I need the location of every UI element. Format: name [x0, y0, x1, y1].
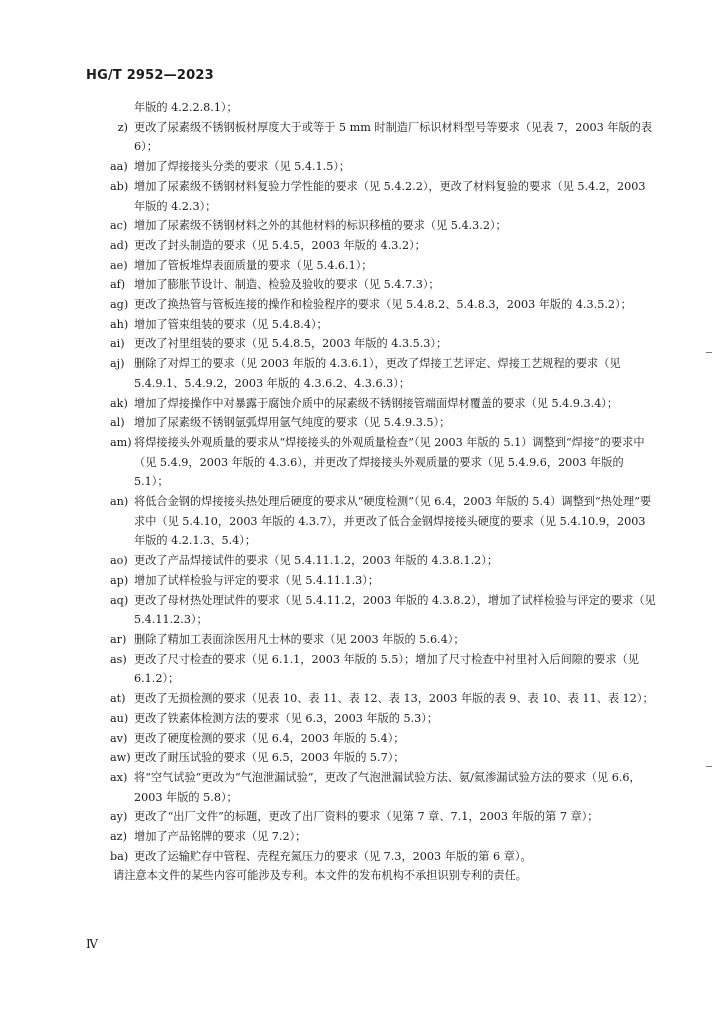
list-item-label: an) — [110, 495, 129, 509]
list-item — [110, 256, 657, 276]
list-item — [110, 748, 657, 768]
list-item-text: 更改了尺寸检查的要求（见 6.1.1，2003 年版的 5.5）；增加了尺寸检查中衬里衬入后间隙的要求（见 6.1.2）； — [134, 652, 639, 686]
list-item-label: ah) — [110, 317, 129, 331]
list-item — [110, 413, 657, 433]
list-item-label: z) — [117, 120, 128, 134]
list-item-label: ap) — [110, 573, 129, 587]
foreword-change-list — [110, 98, 657, 886]
list-item-text: 增加了焊接操作中对暴露于腐蚀介质中的尿素级不锈钢接管端面焊材覆盖的要求（见 5.4.9.3.4）； — [134, 396, 619, 410]
list-item-label: am) — [110, 435, 132, 449]
list-item-label: ao) — [110, 554, 128, 568]
list-item-text: 增加了焊接接头分类的要求（见 5.4.1.5）； — [134, 160, 351, 174]
list-item-text: 增加了管板堆焊表面质量的要求（见 5.4.6.1）； — [134, 258, 373, 272]
list-item-text: 增加了膨胀节设计、制造、检验及验收的要求（见 5.4.7.3）； — [134, 278, 440, 292]
list-item-label: ae) — [110, 258, 128, 272]
list-item-text: 更改了“出厂文件”的标题，更改了出厂资料的要求（见第 7 章、7.1，2003 年版的第 7 章）； — [134, 810, 599, 824]
list-item-label: ba) — [110, 849, 129, 863]
list-item-text: 增加了尿素级不锈钢材料之外的其他材料的标识移植的要求（见 5.4.3.2）； — [134, 219, 507, 233]
list-item-label: ac) — [110, 219, 128, 233]
change-items — [110, 118, 657, 867]
list-item — [110, 729, 657, 749]
list-item-text: 更改了硬度检测的要求（见 6.4，2003 年版的 5.4）； — [134, 731, 405, 745]
list-item-label: ar) — [110, 632, 127, 646]
list-item — [110, 177, 657, 216]
list-item-label: aw) — [110, 751, 131, 765]
list-item-label: ai) — [110, 337, 125, 351]
list-item-label: as) — [110, 652, 127, 666]
list-item-text: 更改了铁素体检测方法的要求（见 6.3，2003 年版的 5.3）； — [134, 711, 439, 725]
list-item-text: 增加了尿素级不锈钢材料复验力学性能的要求（见 5.4.2.2），更改了材料复验的要求（见 5.4.2，2003 年版的 4.2.3）； — [134, 179, 646, 213]
continuation-line: 年版的 4.2.2.8.1）； — [134, 101, 238, 114]
list-item — [110, 807, 657, 827]
list-item-text: 更改了无损检测的要求（见表 10、表 11、表 12、表 13，2003 年版的表 9、表 10、表 11、表 12）； — [134, 692, 654, 706]
list-item-label: ax) — [110, 770, 128, 784]
list-item-label: ad) — [110, 238, 129, 252]
list-item-text: 将焊接接头外观质量的要求从“焊接接头的外观质量检查”（见 2003 年版的 5.1）调整到“焊接”的要求中（见 5.4.9，2003 年版的 4.3.6），并更改了焊接接头外观质量的要求（见 5.4.9.6，2003 年版的 5.1）； — [134, 435, 645, 489]
list-item-label: af) — [110, 278, 126, 292]
list-item — [110, 354, 657, 393]
list-item-label: aj) — [110, 357, 125, 371]
list-item-text: 删除了精加工表面涂医用凡士林的要求（见 2003 年版的 5.6.4）； — [134, 632, 465, 646]
list-item-label: aa) — [110, 160, 128, 174]
list-item-label: az) — [110, 830, 127, 844]
list-item-label: au) — [110, 711, 129, 725]
list-item — [110, 334, 657, 354]
list-item — [110, 433, 657, 492]
list-item-label: ag) — [110, 298, 129, 312]
list-item-label: av) — [110, 731, 128, 745]
list-item-text: 增加了尿素级不锈钢氩弧焊用氩气纯度的要求（见 5.4.9.3.5）； — [134, 416, 451, 430]
list-item — [110, 827, 657, 847]
list-item-text: 增加了产品铭牌的要求（见 7.2）； — [134, 830, 307, 844]
list-item-text: 更改了换热管与管板连接的操作和检验程序的要求（见 5.4.8.2、5.4.8.3，2003 年版的 4.3.5.2）； — [134, 298, 632, 312]
list-item-label: ak) — [110, 396, 128, 410]
list-item-label: ab) — [110, 179, 129, 193]
list-item-text: 将“空气试验”更改为“气泡泄漏试验”，更改了气泡泄漏试验方法、氨/氦渗漏试验方法的要求（见 6.6，2003 年版的 5.8）； — [134, 770, 641, 804]
list-item-text: 更改了封头制造的要求（见 5.4.5，2003 年版的 4.3.2）； — [134, 238, 426, 252]
list-item-label: at) — [110, 692, 126, 706]
list-item-text: 更改了运输贮存中管程、壳程充氮压力的要求（见 7.3，2003 年版的第 6 章）。 — [134, 849, 532, 863]
scan-mark — [706, 766, 712, 767]
list-item — [110, 591, 657, 630]
list-item — [110, 650, 657, 689]
list-item — [110, 236, 657, 256]
list-item — [110, 275, 657, 295]
list-item-text: 更改了尿素级不锈钢板材厚度大于或等于 5 mm 时制造厂标识材料型号等要求（见表 7，2003 年版的表 6）； — [134, 120, 653, 154]
scan-mark — [706, 352, 712, 353]
list-item — [110, 216, 657, 236]
list-item-label: ay) — [110, 810, 128, 824]
list-item-text: 更改了衬里组装的要求（见 5.4.8.5，2003 年版的 4.3.5.3）； — [134, 337, 448, 351]
list-item-text: 更改了耐压试验的要求（见 6.5，2003 年版的 5.7）； — [134, 751, 405, 765]
list-item — [110, 689, 657, 709]
list-item-text: 将低合金钢的焊接接头热处理后硬度的要求从“硬度检测”（见 6.4，2003 年版的 5.4）调整到“热处理”要求中（见 5.4.10，2003 年版的 4.3.7），并更改了低合金钢焊接接头硬度的要求（见 5.4.10.9，2003 年版的 4.2.1.3、5.4）； — [134, 495, 652, 548]
list-item — [110, 571, 657, 591]
list-item — [110, 394, 657, 414]
list-item-text: 删除了对焊工的要求（见 2003 年版的 4.3.6.1），更改了焊接工艺评定、焊接工艺规程的要求（见 5.4.9.1、5.4.9.2，2003 年版的 4.3.6.2、4.3.6.3）； — [134, 357, 621, 390]
standard-number-header: HG/T 2952—2023 — [86, 68, 214, 83]
list-item — [110, 768, 657, 807]
list-item — [110, 847, 657, 867]
list-item — [110, 157, 657, 177]
list-item-text: 更改了母材热处理试件的要求（见 5.4.11.2，2003 年版的 4.3.8.2），增加了试样检验与评定的要求（见 5.4.11.2.3）； — [134, 593, 656, 627]
list-item-label: al) — [110, 416, 125, 430]
list-item-text: 更改了产品焊接试件的要求（见 5.4.11.1.2，2003 年版的 4.3.8.1.2）； — [134, 554, 499, 568]
list-item — [110, 295, 657, 315]
list-item — [110, 492, 657, 551]
page-number: Ⅳ — [86, 937, 98, 951]
patent-note: 请注意本文件的某些内容可能涉及专利。本文件的发布机构不承担识别专利的责任。 — [113, 869, 527, 883]
list-item-text: 增加了管束组装的要求（见 5.4.8.4）； — [134, 317, 328, 331]
list-item — [110, 551, 657, 571]
list-item — [110, 118, 657, 157]
list-item-text: 增加了试样检验与评定的要求（见 5.4.11.1.3）； — [134, 573, 380, 587]
list-item — [110, 709, 657, 729]
list-item — [110, 315, 657, 335]
list-item — [110, 630, 657, 650]
list-item-label: aq) — [110, 593, 129, 607]
